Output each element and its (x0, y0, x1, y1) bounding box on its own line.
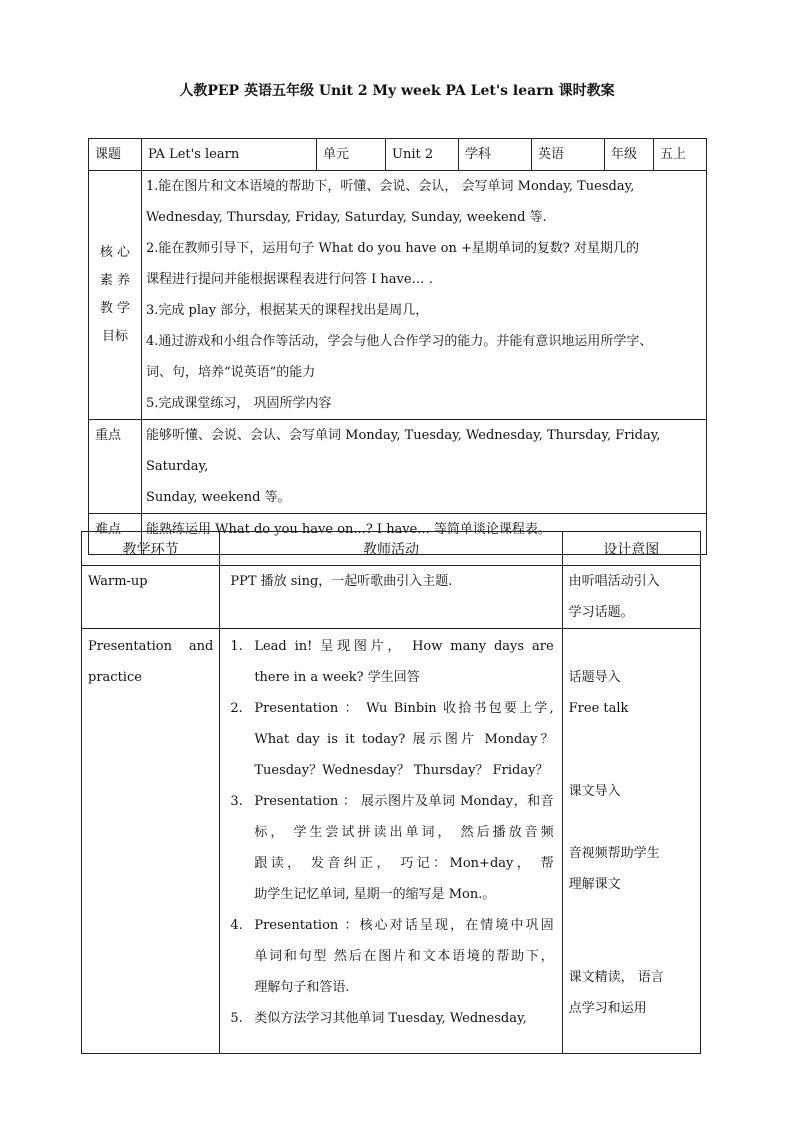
goal-line: 1.能在图片和文本语境的帮助下，听懂、会说、会认， 会写单词 Monday, Tuesday, (146, 179, 635, 194)
stage-line: Presentation and (88, 639, 214, 654)
subject-value: 英语 (532, 139, 605, 171)
stage-line: practice (88, 670, 142, 685)
step-line: 标， 学生尝试拼读出单词， 然后播放音频 (254, 825, 554, 840)
key-line: 能够听懂、会说、会认、会写单词 Monday, Tuesday, Wednesday, Thursday, Friday, Saturday, (146, 428, 661, 474)
step-line: Presentation ： 展示图片及单词 Monday，和音 (254, 794, 554, 809)
list-item (230, 631, 553, 693)
key-label: 重点 (89, 420, 142, 514)
step-line: Lead in! 呈现图片， How many days are (254, 639, 554, 654)
step-line: 理解句子和答语. (254, 980, 350, 995)
unit-value: Unit 2 (386, 139, 459, 171)
step-line: 类似方法学习其他单词 Tuesday, Wednesday, (254, 1011, 527, 1026)
lesson-info-table (88, 138, 707, 555)
step-line: Presentation ： Wu Binbin 收拾书包要上学, (254, 701, 554, 716)
list-item (230, 786, 553, 910)
table-header-row (82, 532, 701, 566)
list-item (230, 693, 553, 786)
activity-presentation (220, 629, 562, 1054)
step-number: 2. (230, 701, 243, 716)
step-number: 1. (230, 639, 243, 654)
unit-label: 单元 (317, 139, 386, 171)
goals-label-line: 核 心 (99, 245, 131, 260)
purpose-line: 理解课文 (568, 877, 621, 892)
purpose-line: 由听唱活动引入 (568, 574, 660, 589)
purpose-presentation (562, 629, 700, 1054)
step-line: 单词和句型 然后在图片和文本语境的帮助下， (254, 949, 554, 964)
goal-line: 词、句，培养“说英语”的能力 (146, 365, 316, 380)
purpose-line: 点学习和运用 (568, 1001, 647, 1016)
purpose-line: 音视频帮助学生 (568, 846, 660, 861)
table-row (82, 629, 701, 1054)
grade-label: 年级 (605, 139, 654, 171)
purpose-line: 话题导入 (568, 670, 621, 685)
purpose-line: 学习话题。 (568, 605, 634, 620)
goal-line: 5.完成课堂练习， 巩固所学内容 (146, 396, 332, 411)
table-row (89, 420, 707, 514)
list-item (230, 910, 553, 1003)
step-line: there in a week? 学生回答 (254, 670, 420, 685)
list-item (230, 1003, 553, 1034)
step-number: 3. (230, 794, 243, 809)
step-line: 跟读， 发音纠正， 巧记：Mon+day， 帮 (254, 856, 554, 871)
column-header: 教学环节 (82, 532, 220, 566)
goals-label-line: 目标 (101, 329, 128, 344)
subject-label: 学科 (459, 139, 532, 171)
goals-label-line: 教 学 (99, 301, 131, 316)
step-line: Tuesday？Wednesday？ Thursday？ Friday？ (254, 763, 549, 778)
difficult-content: 能熟练运用 What do you have on...? I have... 等简单谈论课程表。 (142, 514, 707, 555)
stage-warmup: Warm-up (82, 566, 220, 629)
page-title: 人教PEP 英语五年级 Unit 2 My week PA Let's learn 课时教案 (179, 83, 615, 99)
stage-presentation (82, 629, 220, 1054)
teaching-plan-table (81, 531, 701, 1054)
goals-content (142, 171, 707, 420)
goal-line: Wednesday, Thursday, Friday, Saturday, Sunday, weekend 等. (146, 210, 547, 225)
goal-line: 4.通过游戏和小组合作等活动，学会与他人合作学习的能力。并能有意识地运用所学字、 (146, 334, 653, 349)
goal-line: 2.能在教师引导下，运用句子 What do you have on +星期单词的复数? 对星期几的 (146, 241, 639, 256)
grade-value: 五上 (654, 139, 707, 171)
course-value: PA Let's learn (142, 139, 317, 171)
goals-label (89, 171, 142, 420)
purpose-line: 课文精读， 语言 (568, 970, 664, 985)
purpose-warmup (562, 566, 700, 629)
step-number: 5. (230, 1011, 243, 1026)
activity-warmup: PPT 播放 sing，一起听歌曲引入主题. (220, 566, 562, 629)
goal-line: 3.完成 play 部分，根据某天的课程找出是周几， (146, 303, 429, 318)
step-number: 4. (230, 918, 243, 933)
goals-label-line: 素 养 (99, 273, 131, 288)
course-label: 课题 (89, 139, 142, 171)
step-line: 助学生记忆单词, 星期一的缩写是 Mon.。 (254, 887, 496, 902)
purpose-line: 课文导入 (568, 784, 621, 799)
step-list (230, 631, 553, 1034)
key-content (142, 420, 707, 514)
difficult-label: 难点 (89, 514, 142, 555)
table-row (89, 139, 707, 171)
goal-line: 课程进行提问并能根据课程表进行问答 I have… . (146, 272, 433, 287)
column-header: 设计意图 (562, 532, 700, 566)
step-line: What day is it today? 展示图片 Monday？ (254, 732, 554, 747)
step-line: Presentation ：核心对话呈现，在情境中巩固 (254, 918, 554, 933)
column-header: 教师活动 (220, 532, 562, 566)
table-row (82, 566, 701, 629)
purpose-line: Free talk (568, 701, 629, 716)
table-row (89, 171, 707, 420)
key-line: Sunday, weekend 等。 (146, 490, 291, 505)
